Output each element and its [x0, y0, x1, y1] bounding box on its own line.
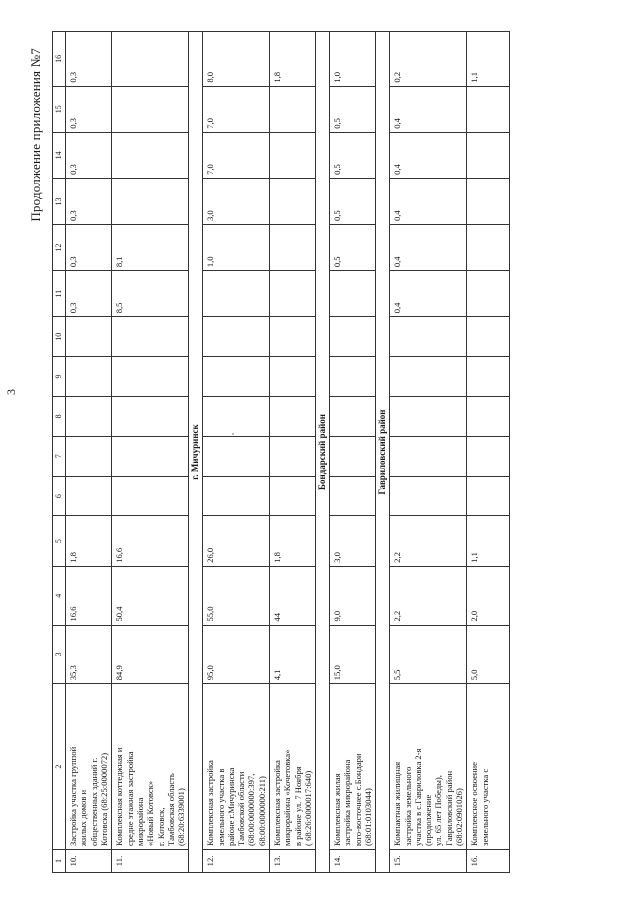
value-cell: 2,2 — [390, 516, 467, 566]
value-cell — [270, 132, 316, 178]
value-cell — [467, 476, 510, 516]
column-number-row — [53, 32, 66, 873]
value-cell: 7,0 — [203, 86, 270, 132]
value-cell — [270, 86, 316, 132]
value-cell: 8,5 — [112, 271, 189, 317]
value-cell — [270, 436, 316, 476]
object-name-cell: Комплексная застройка микрорайона «Кочетовка» в районе ул. 7 Ноября ( 68:26:0000017:640) — [270, 684, 316, 850]
value-cell: 35,3 — [66, 625, 112, 684]
value-cell: 0,3 — [66, 271, 112, 317]
column-number-cell: 1 — [53, 849, 66, 872]
value-cell — [203, 317, 270, 357]
value-cell — [66, 476, 112, 516]
value-cell — [467, 396, 510, 436]
value-cell: 26,0 — [203, 516, 270, 566]
section-header-row — [189, 32, 203, 873]
value-cell — [270, 357, 316, 397]
value-cell — [270, 476, 316, 516]
value-cell — [270, 225, 316, 271]
value-cell: 1,1 — [467, 32, 510, 87]
table-row — [66, 32, 112, 873]
value-cell — [66, 396, 112, 436]
value-cell — [390, 396, 467, 436]
value-cell — [467, 225, 510, 271]
value-cell — [112, 357, 189, 397]
value-cell: 0,4 — [390, 271, 467, 317]
value-cell: 0,3 — [66, 32, 112, 87]
row-index-cell: 10. — [66, 849, 112, 872]
value-cell — [112, 132, 189, 178]
value-cell: 44 — [270, 566, 316, 625]
column-number-cell: 16 — [53, 32, 66, 87]
column-number-cell: 8 — [53, 396, 66, 436]
section-header-row — [376, 32, 390, 873]
column-number-cell: 10 — [53, 317, 66, 357]
value-cell: 16,6 — [112, 516, 189, 566]
value-cell — [330, 317, 376, 357]
column-number-cell: 6 — [53, 476, 66, 516]
object-name-cell: Компактная жилищная застройка земельного участка в с.Гавриловка 2-я (продолжение ул. 65 лет Победы), Гавриловский район (68:02:0901026) — [390, 684, 467, 850]
value-cell: 0,3 — [66, 132, 112, 178]
value-cell — [66, 317, 112, 357]
value-cell — [330, 271, 376, 317]
value-cell — [270, 271, 316, 317]
section-header-row — [316, 32, 330, 873]
value-cell: 1,0 — [203, 225, 270, 271]
value-cell: 15,0 — [330, 625, 376, 684]
value-cell — [112, 86, 189, 132]
value-cell: 5,0 — [467, 625, 510, 684]
column-number-cell: 9 — [53, 357, 66, 397]
table-row — [112, 32, 189, 873]
value-cell: 0,4 — [390, 86, 467, 132]
table-row — [390, 32, 467, 873]
row-index-cell: 13. — [270, 849, 316, 872]
value-cell — [112, 178, 189, 224]
object-name-cell: Комплексная жилая застройка микрорайона юго-восточнее с.Бондари (68:01:0103044) — [330, 684, 376, 850]
row-index-cell: 11. — [112, 849, 189, 872]
column-number-cell: 15 — [53, 86, 66, 132]
continuation-note: Продолжение приложения №7 — [28, 48, 43, 222]
value-cell — [467, 178, 510, 224]
value-cell: 1,1 — [467, 516, 510, 566]
value-cell: 0,5 — [330, 86, 376, 132]
value-cell — [203, 357, 270, 397]
column-number-cell: 4 — [53, 566, 66, 625]
value-cell: 0,3 — [66, 86, 112, 132]
value-cell — [203, 476, 270, 516]
value-cell: 84,9 — [112, 625, 189, 684]
value-cell: 0,5 — [330, 132, 376, 178]
value-cell: 2,0 — [467, 566, 510, 625]
value-cell: 3,0 — [330, 516, 376, 566]
value-cell — [203, 271, 270, 317]
value-cell: 0,4 — [390, 132, 467, 178]
value-cell: 1,8 — [270, 32, 316, 87]
object-name-cell: Застройка участка группой жилых домов и общественных зданий г. Котовска (68:25:0000072) — [66, 684, 112, 850]
value-cell — [112, 317, 189, 357]
value-cell — [330, 357, 376, 397]
value-cell — [112, 476, 189, 516]
value-cell — [270, 178, 316, 224]
value-cell — [203, 396, 270, 436]
section-title: Бондарский район — [316, 32, 330, 873]
value-cell: 1,8 — [270, 516, 316, 566]
value-cell: 3,0 — [203, 178, 270, 224]
section-title: Гавриловский район — [376, 32, 390, 873]
value-cell — [66, 357, 112, 397]
column-number-cell: 2 — [53, 684, 66, 850]
value-cell: 0,5 — [330, 178, 376, 224]
value-cell — [390, 436, 467, 476]
value-cell — [467, 357, 510, 397]
value-cell — [112, 436, 189, 476]
value-cell — [270, 317, 316, 357]
value-cell: 1,8 — [66, 516, 112, 566]
table-row — [203, 32, 270, 873]
row-index-cell: 12. — [203, 849, 270, 872]
column-number-cell: 12 — [53, 225, 66, 271]
scan-speck — [232, 433, 234, 435]
column-number-cell: 14 — [53, 132, 66, 178]
value-cell: 4,1 — [270, 625, 316, 684]
value-cell: 5,5 — [390, 625, 467, 684]
data-table — [52, 31, 510, 873]
value-cell: 0,5 — [330, 225, 376, 271]
value-cell — [467, 132, 510, 178]
object-name-cell: Комплексное освоение земельного участка с — [467, 684, 510, 850]
row-index-cell: 15. — [390, 849, 467, 872]
value-cell — [112, 396, 189, 436]
value-cell — [270, 396, 316, 436]
column-number-cell: 3 — [53, 625, 66, 684]
page-number: 3 — [4, 389, 18, 395]
value-cell: 0,4 — [390, 225, 467, 271]
section-title: г. Мичуринск — [189, 32, 203, 873]
table-row — [467, 32, 510, 873]
value-cell: 0,2 — [390, 32, 467, 87]
value-cell — [467, 317, 510, 357]
row-index-cell: 16. — [467, 849, 510, 872]
value-cell: 8,1 — [112, 225, 189, 271]
value-cell: 95,0 — [203, 625, 270, 684]
value-cell: 0,4 — [390, 178, 467, 224]
value-cell — [390, 357, 467, 397]
value-cell — [467, 436, 510, 476]
column-number-cell: 13 — [53, 178, 66, 224]
value-cell: 0,3 — [66, 225, 112, 271]
table-row — [270, 32, 316, 873]
value-cell — [66, 436, 112, 476]
value-cell: 2,2 — [390, 566, 467, 625]
object-name-cell: Комплексная застройка земельного участка в районе г.Мичуринска Тамбовской области (68:00:0000000:397, 68:00:0000000:211) — [203, 684, 270, 850]
value-cell: 9,0 — [330, 566, 376, 625]
column-number-cell: 7 — [53, 436, 66, 476]
column-number-cell: 11 — [53, 271, 66, 317]
value-cell: 7,0 — [203, 132, 270, 178]
value-cell: 8,0 — [203, 32, 270, 87]
table-row — [330, 32, 376, 873]
value-cell: 16,6 — [66, 566, 112, 625]
value-cell: 0,3 — [66, 178, 112, 224]
value-cell — [203, 436, 270, 476]
value-cell: 50,4 — [112, 566, 189, 625]
value-cell — [330, 436, 376, 476]
value-cell — [112, 32, 189, 87]
value-cell — [467, 271, 510, 317]
value-cell — [330, 476, 376, 516]
value-cell — [390, 317, 467, 357]
value-cell — [390, 476, 467, 516]
row-index-cell: 14. — [330, 849, 376, 872]
object-name-cell: Комплексная коттеджная и средне этажная застройка микрорайона «Новый Котовск» г. Котовск, Тамбовская область (68:20:6339001) — [112, 684, 189, 850]
value-cell: 1,0 — [330, 32, 376, 87]
column-number-cell: 5 — [53, 516, 66, 566]
value-cell — [330, 396, 376, 436]
value-cell — [467, 86, 510, 132]
value-cell: 55,0 — [203, 566, 270, 625]
